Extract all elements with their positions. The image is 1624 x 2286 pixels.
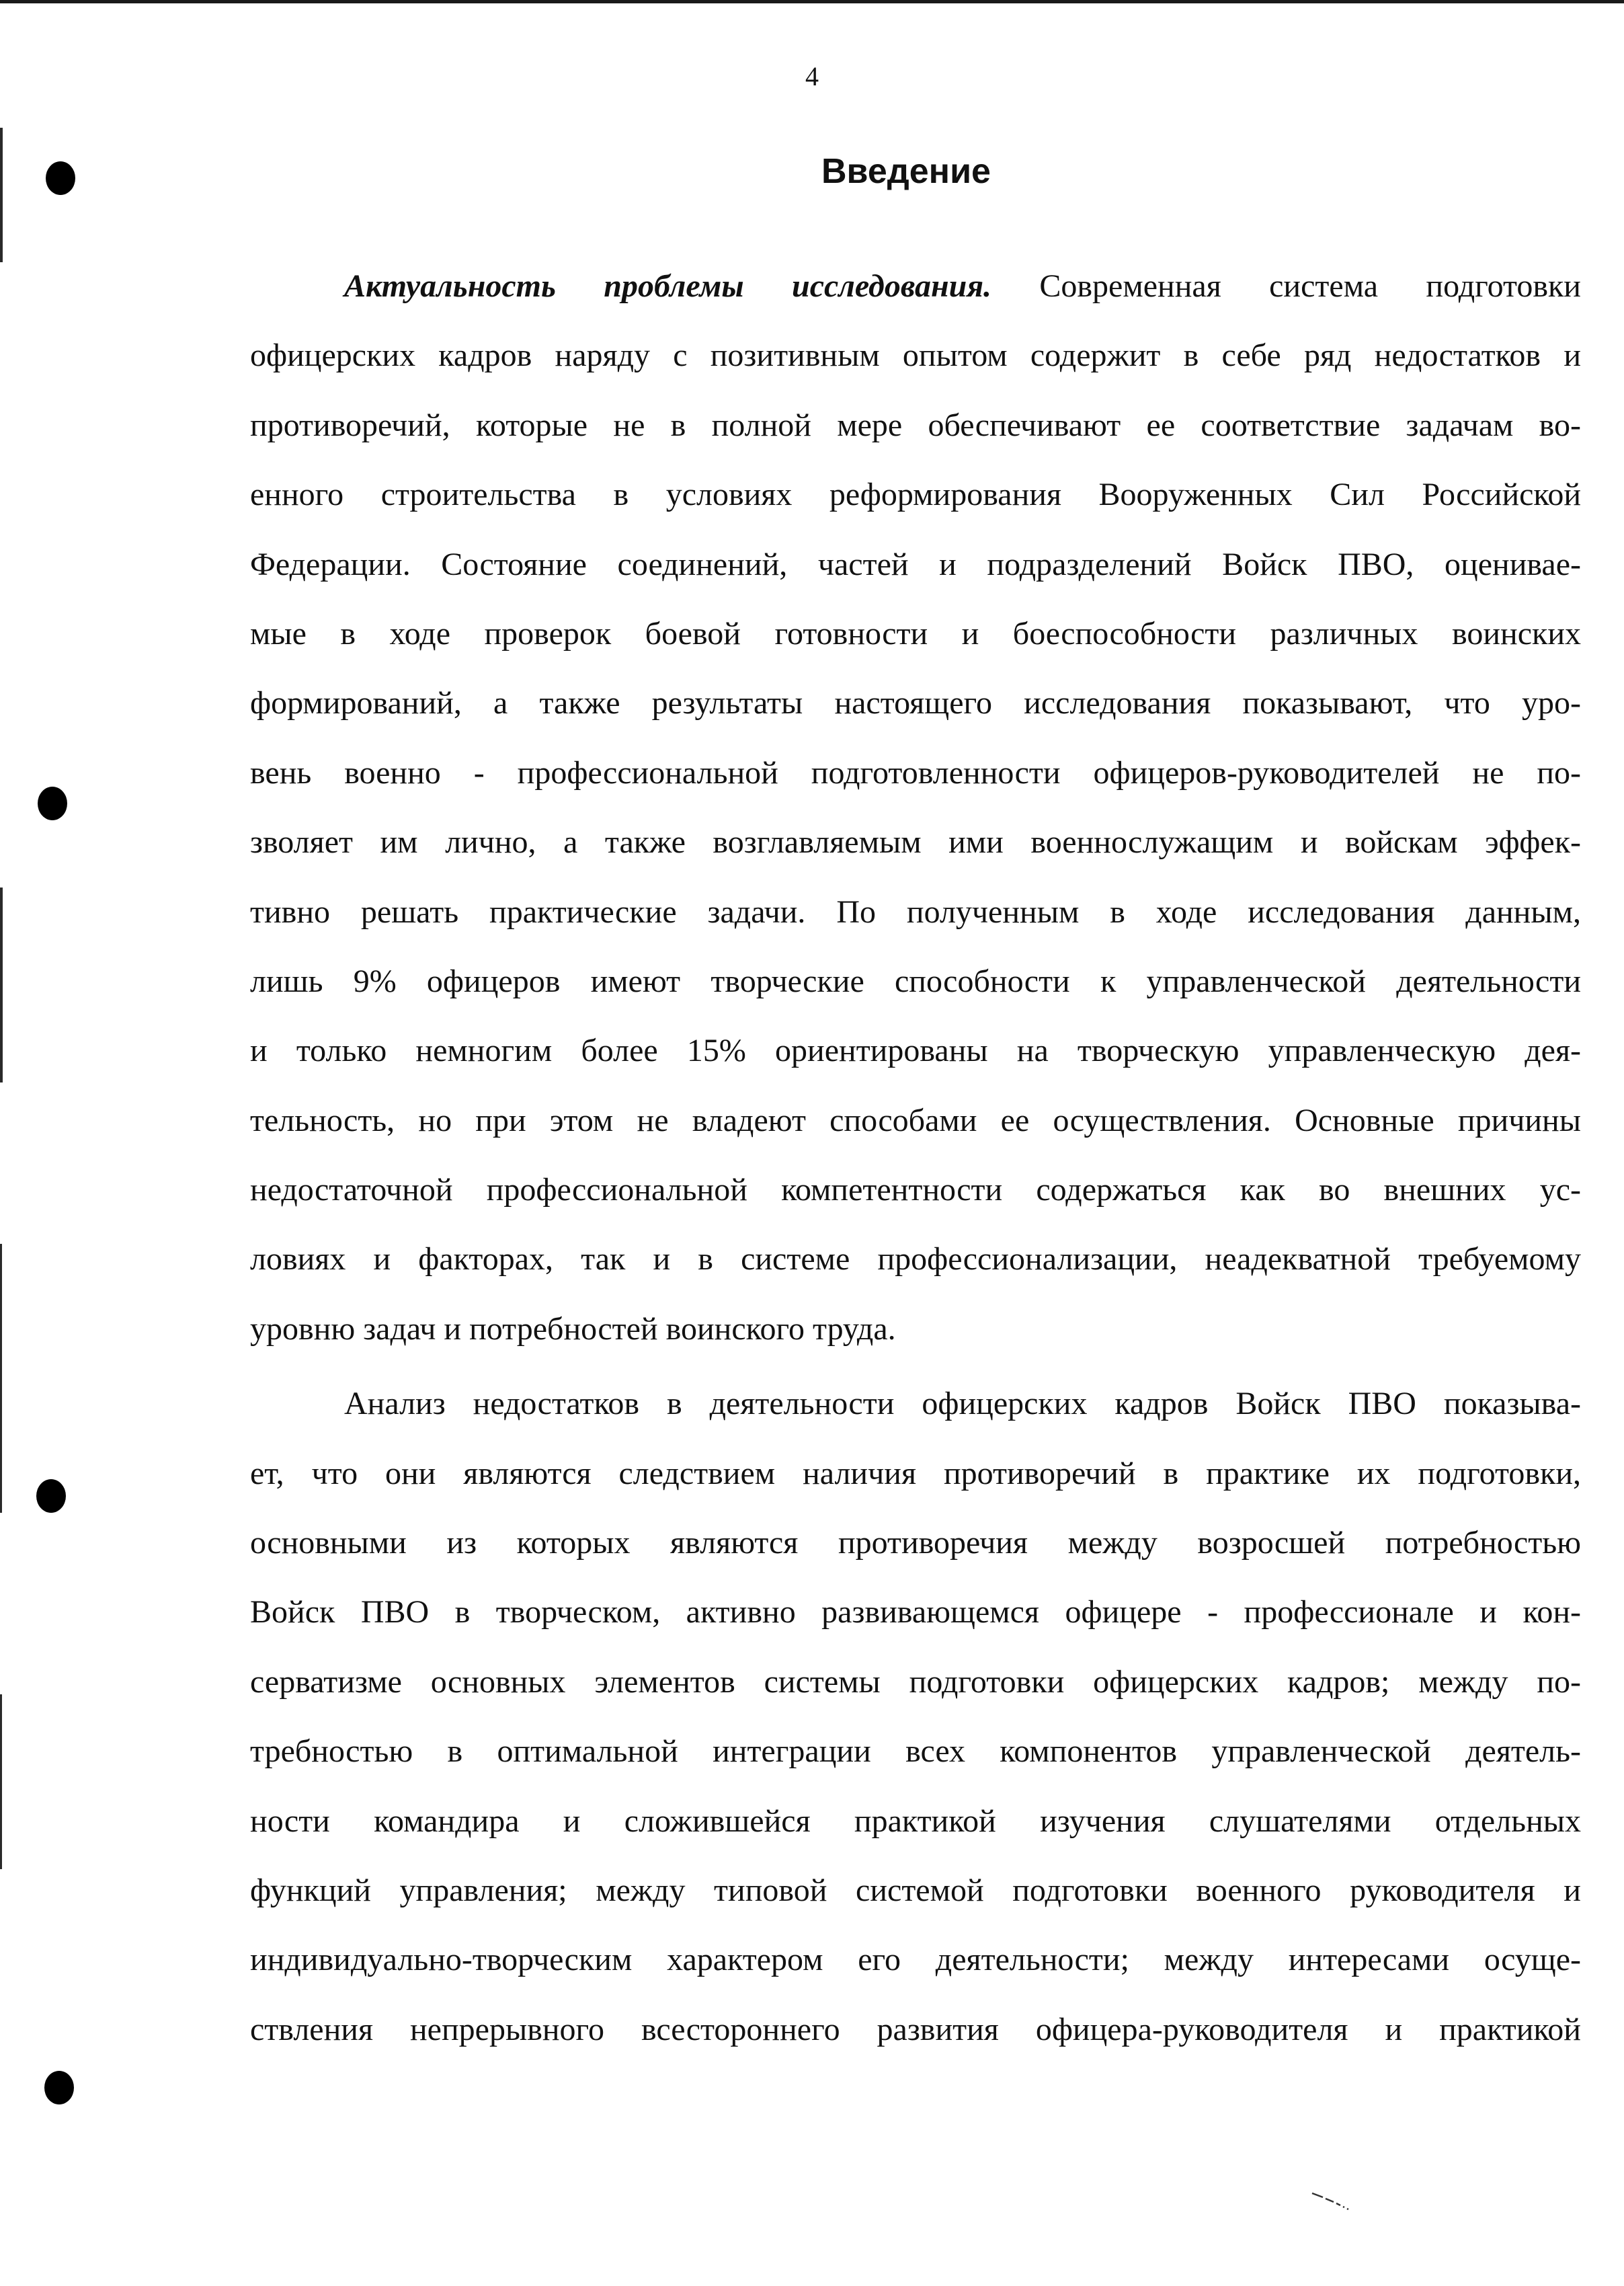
scan-left-edge bbox=[0, 128, 3, 262]
text-line bbox=[250, 251, 1581, 321]
line-text: мые в ходе проверок боевой готовности и боеспособности различных воинских bbox=[250, 615, 1581, 652]
text-line bbox=[250, 599, 1581, 668]
text-line bbox=[250, 738, 1581, 807]
text-line bbox=[250, 1717, 1581, 1786]
text-line bbox=[250, 460, 1581, 529]
text-line bbox=[250, 1439, 1581, 1508]
text-line bbox=[250, 1995, 1581, 2064]
page-number: 4 bbox=[805, 61, 819, 91]
line-text: ствления непрерывного всестороннего развития офицера-руководителя и практикой bbox=[250, 2011, 1581, 2047]
text-line bbox=[250, 877, 1581, 947]
text-line bbox=[250, 1786, 1581, 1856]
text-line bbox=[250, 947, 1581, 1016]
text-line bbox=[250, 530, 1581, 599]
punch-hole bbox=[44, 2071, 74, 2104]
text-line bbox=[250, 1925, 1581, 1994]
scan-speck bbox=[1311, 2191, 1351, 2211]
line-text: функций управления; между типовой системой подготовки военного руководителя и bbox=[250, 1872, 1581, 1908]
line-text: енного строительства в условиях реформирования Вооруженных Сил Российской bbox=[250, 477, 1581, 513]
line-text: Анализ недостатков в деятельности офицерских кадров Войск ПВО показыва- bbox=[344, 1386, 1581, 1422]
line-text: серватизме основных элементов системы подготовки офицерских кадров; между по- bbox=[250, 1663, 1581, 1700]
scan-left-edge bbox=[0, 1694, 2, 1869]
line-text: требностью в оптимальной интеграции всех компонентов управленческой деятель- bbox=[250, 1733, 1581, 1770]
scan-left-edge bbox=[0, 1244, 2, 1513]
line-text: ности командира и сложившейся практикой изучения слушателями отдельных bbox=[250, 1803, 1581, 1839]
paragraph bbox=[250, 251, 1581, 1364]
text-line bbox=[250, 1294, 1581, 1364]
text-line bbox=[250, 1577, 1581, 1647]
line-text: зволяет им лично, а также возглавляемым ими военнослужащим и войскам эффек- bbox=[250, 824, 1581, 861]
line-text: ловиях и факторах, так и в системе профессионализации, неадекватной требуемому bbox=[250, 1241, 1581, 1277]
line-text: офицерских кадров наряду с позитивным опытом содержит в себе ряд недостатков и bbox=[250, 338, 1581, 374]
line-text: лишь 9% офицеров имеют творческие способности к управленческой деятельности bbox=[250, 963, 1581, 999]
text-line bbox=[250, 668, 1581, 738]
text-line bbox=[250, 1224, 1581, 1294]
text-line bbox=[250, 391, 1581, 460]
text-line bbox=[250, 1508, 1581, 1577]
text-line bbox=[250, 1647, 1581, 1717]
punch-hole bbox=[36, 1479, 66, 1513]
text-line bbox=[250, 1369, 1581, 1438]
line-text: основными из которых являются противоречия между возросшей потребностью bbox=[250, 1525, 1581, 1561]
paragraph bbox=[250, 1369, 1581, 2064]
line-text: Современная система подготовки bbox=[991, 268, 1581, 304]
line-text: вень военно - профессиональной подготовленности офицеров-руководителей не по- bbox=[250, 754, 1581, 791]
line-text: уровню задач и потребностей воинского труда. bbox=[250, 1310, 896, 1347]
text-line bbox=[250, 807, 1581, 877]
text-line bbox=[250, 1155, 1581, 1224]
line-text: тивно решать практические задачи. По полученным в ходе исследования данным, bbox=[250, 894, 1581, 930]
body-text bbox=[250, 251, 1581, 2064]
text-line bbox=[250, 1086, 1581, 1155]
line-text: Федерации. Состояние соединений, частей и подразделений Войск ПВО, оценивае- bbox=[250, 546, 1581, 582]
line-text: и только немногим более 15% ориентированы на творческую управленческую дея- bbox=[250, 1033, 1581, 1069]
line-text: тельность, но при этом не владеют способами ее осуществления. Основные причины bbox=[250, 1102, 1581, 1138]
punch-hole bbox=[38, 787, 67, 820]
line-text: индивидуально-творческим характером его деятельности; между интересами осуще- bbox=[250, 1942, 1581, 1978]
section-heading: Введение bbox=[821, 152, 991, 191]
text-line bbox=[250, 1856, 1581, 1925]
line-text: ет, что они являются следствием наличия противоречий в практике их подготовки, bbox=[250, 1455, 1581, 1491]
line-text: недостаточной профессиональной компетентности содержаться как во внешних ус- bbox=[250, 1172, 1581, 1208]
text-line bbox=[250, 1016, 1581, 1085]
line-text: противоречий, которые не в полной мере обеспечивают ее соответствие задачам во- bbox=[250, 407, 1581, 443]
text-line bbox=[250, 321, 1581, 390]
run-in-heading: Актуальность проблемы исследования. bbox=[344, 268, 992, 304]
scan-left-edge bbox=[0, 888, 3, 1082]
line-text: формирований, а также результаты настоящего исследования показывают, что уро- bbox=[250, 685, 1581, 721]
scan-top-edge bbox=[0, 0, 1624, 3]
line-text: Войск ПВО в творческом, активно развивающемся офицере - профессионале и кон- bbox=[250, 1594, 1581, 1630]
